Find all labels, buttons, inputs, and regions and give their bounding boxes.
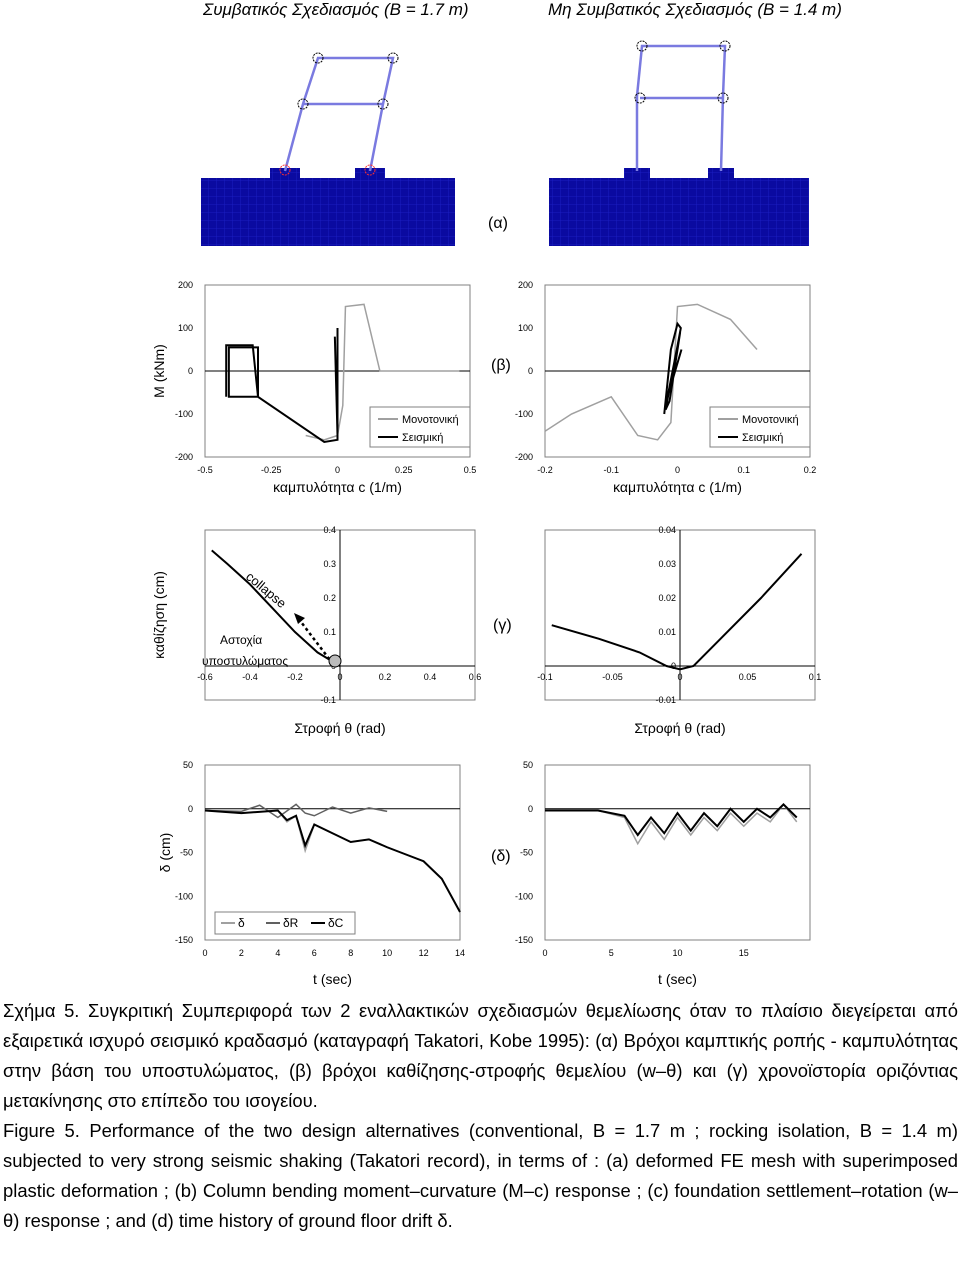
x-tick-label: -0.5 — [197, 465, 213, 475]
y-tick-label: 0.1 — [323, 627, 336, 637]
right-design-title: Μη Συμβατικός Σχεδιασμός (B = 1.4 m) — [548, 0, 842, 19]
x-tick-label: -0.2 — [287, 672, 303, 682]
x-tick-label: -0.1 — [603, 465, 620, 475]
x-axis-title: Στροφή θ (rad) — [634, 720, 726, 736]
x-tick-label: 0 — [334, 465, 341, 475]
y-tick-label: -200 — [514, 452, 533, 462]
x-tick-label: 0.1 — [808, 672, 822, 682]
y-tick-label: -50 — [519, 847, 533, 858]
y-tick-label: 0.04 — [658, 525, 676, 535]
y-axis-title: M (kNm) — [151, 344, 167, 398]
legend-entry: δ — [238, 916, 245, 930]
y-tick-label: -100 — [514, 891, 533, 902]
y-tick-label: -150 — [174, 935, 193, 945]
plot-area — [545, 765, 810, 940]
x-axis-title: t (sec) — [658, 971, 697, 987]
x-tick-label: 10 — [382, 948, 393, 958]
y-tick-label: -0.1 — [320, 695, 336, 705]
x-axis-title: καμπυλότητα c (1/m) — [613, 479, 742, 495]
drift-time-history-right-chart — [505, 757, 825, 992]
x-tick-label: 0 — [674, 465, 681, 475]
panel-label-b: (β) — [491, 357, 511, 374]
x-axis-title: t (sec) — [313, 971, 352, 987]
x-tick-label: 10 — [672, 948, 683, 958]
series-line — [226, 328, 337, 442]
x-tick-label: -0.2 — [537, 465, 553, 475]
y-tick-label: 0.3 — [323, 559, 336, 569]
figure-caption — [3, 996, 958, 1236]
x-tick-label: 12 — [418, 948, 429, 958]
y-tick-label: 100 — [177, 323, 193, 333]
x-axis-title: Στροφή θ (rad) — [294, 720, 386, 736]
x-tick-label: -0.1 — [537, 672, 553, 682]
x-tick-label: 2 — [238, 948, 244, 958]
x-tick-label: 14 — [454, 948, 466, 958]
x-tick-label: 0.2 — [378, 672, 392, 682]
legend-entry: Σεισμική — [742, 432, 784, 444]
x-tick-label: 0 — [542, 948, 548, 958]
x-tick-label: 0.25 — [394, 465, 413, 475]
annotation-failure: Αστοχία — [220, 633, 263, 647]
settlement-rotation-right-chart — [520, 518, 825, 743]
left-fe-mesh — [201, 53, 455, 246]
right-fe-mesh — [549, 41, 809, 246]
panel-label-d: (δ) — [491, 848, 511, 865]
y-tick-label: 50 — [182, 760, 193, 770]
collapse-arrowhead — [294, 613, 305, 624]
y-tick-label: -0.01 — [655, 695, 676, 705]
x-tick-label: 0 — [202, 948, 208, 958]
moment-curvature-left-chart — [150, 275, 480, 500]
x-tick-label: 15 — [738, 948, 749, 958]
settlement-rotation-left-chart — [150, 518, 485, 743]
legend-entry: Σεισμική — [402, 432, 444, 444]
drift-time-history-left-chart — [150, 757, 480, 992]
annotation-collapse: collapse — [243, 568, 290, 611]
x-axis-title: καμπυλότητα c (1/m) — [273, 479, 402, 495]
failure-point — [329, 655, 341, 667]
y-tick-label: 0.03 — [658, 559, 676, 569]
x-tick-label: 0.05 — [738, 672, 757, 682]
legend-entry: Μονοτονική — [402, 414, 459, 426]
y-tick-label: -100 — [514, 409, 533, 419]
x-tick-label: 0 — [337, 672, 343, 682]
y-tick-label: 0.02 — [658, 593, 676, 603]
panel-label-a: (α) — [488, 215, 508, 232]
y-tick-label: -200 — [174, 452, 193, 462]
y-tick-label: 0 — [187, 803, 193, 814]
y-tick-label: -50 — [179, 847, 193, 858]
y-tick-label: 200 — [177, 280, 193, 290]
x-tick-label: 0.5 — [463, 465, 477, 475]
y-tick-label: 0 — [527, 366, 533, 376]
x-tick-label: -0.6 — [197, 672, 213, 682]
legend-entry: Μονοτονική — [742, 414, 799, 426]
fe-mesh-figures — [0, 28, 960, 256]
x-tick-label: 0.4 — [423, 672, 437, 682]
x-tick-label: 0.2 — [803, 465, 817, 475]
x-tick-label: 4 — [275, 948, 281, 958]
series-line — [552, 554, 802, 670]
y-tick-label: 0.2 — [323, 593, 336, 603]
y-tick-label: 0 — [527, 803, 533, 814]
x-tick-label: 5 — [608, 948, 614, 958]
legend-entry: δC — [328, 916, 344, 930]
y-tick-label: 200 — [517, 280, 533, 290]
y-axis-title: δ (cm) — [157, 832, 173, 873]
x-tick-label: 0.6 — [468, 672, 482, 682]
x-tick-label: 0 — [677, 672, 683, 682]
series-line — [205, 811, 460, 913]
caption-english: Figure 5. Performance of the two design alternatives (conventional, B = 1.7 m ; rocking isolation, B = 1.4 m) subjected to very strong seismic shaking (Takatori record), in terms of : (a) deformed FE mesh with superimposed plastic deformation ; (b) Column bending moment–curvature (M–c) response ; (c) foundation settlement–rotation (w–θ) response ; and (d) time history of ground floor drift δ. — [3, 1120, 958, 1231]
x-tick-label: 0.1 — [737, 465, 751, 475]
y-tick-label: 0.01 — [658, 627, 676, 637]
left-design-title: Συμβατικός Σχεδιασμός (B = 1.7 m) — [203, 0, 469, 19]
caption-greek: Σχήμα 5. Συγκριτική Συμπεριφορά των 2 εναλλακτικών σχεδιασμών θεμελίωσης όταν το πλαίσιο διεγείρεται από εξαιρετικά ισχυρό σεισμικό κραδασμό (καταγραφή Takatori, Kobe 1995): (α) Βρόχοι καμπτικής ροπής - καμπυλότητας στην βάση του υποστυλώματος, (β) βρόχοι καθίζησης-στροφής θεμελίου (w–θ) και (γ) χρονοϊστορία οριζόντιας μετακίνησης στο επίπεδο του ισογείου. — [3, 1000, 958, 1111]
legend-entry: δR — [283, 916, 299, 930]
collapse-arrow — [298, 618, 333, 664]
x-tick-label: -0.05 — [602, 672, 623, 682]
y-tick-label: 0 — [187, 366, 193, 376]
panel-label-c: (γ) — [493, 617, 512, 634]
y-tick-label: -150 — [514, 935, 533, 945]
y-tick-label: -100 — [174, 891, 193, 902]
y-tick-label: 0.4 — [323, 525, 336, 535]
x-tick-label: 8 — [348, 948, 354, 958]
x-tick-label: -0.4 — [242, 672, 258, 682]
y-tick-label: 0 — [670, 661, 676, 671]
y-tick-label: 50 — [522, 760, 533, 770]
x-tick-label: 6 — [311, 948, 317, 958]
y-axis-title: καθίζηση (cm) — [151, 571, 167, 659]
y-tick-label: -100 — [174, 409, 193, 419]
x-tick-label: -0.25 — [260, 465, 282, 475]
y-tick-label: 100 — [517, 323, 533, 333]
annotation-failure-2: υποστυλώματος — [202, 654, 289, 668]
moment-curvature-right-chart — [505, 275, 825, 500]
